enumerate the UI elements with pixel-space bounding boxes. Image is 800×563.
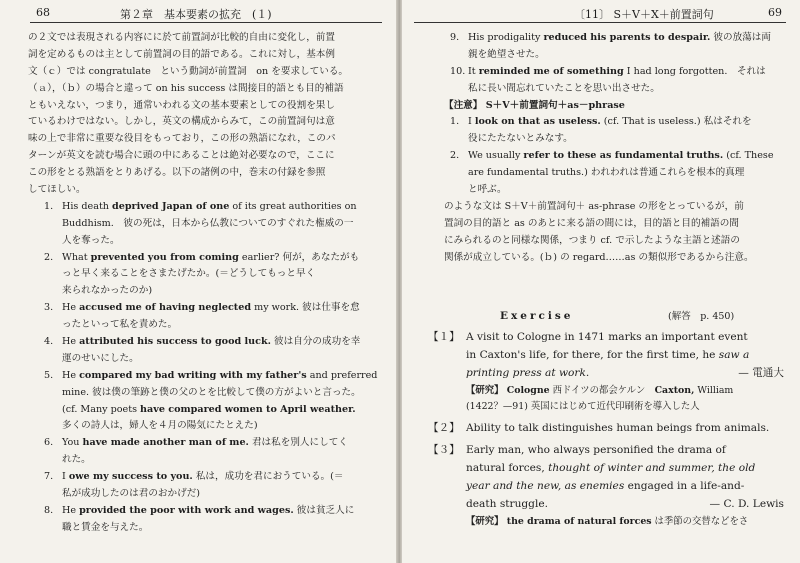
example-line: mine. 彼は僕の筆跡と僕の父のとを比較して僕の方がよいと言った。 — [62, 386, 361, 398]
example-item — [28, 503, 388, 537]
header-rule — [414, 22, 786, 23]
study-note-line: (1422？—91) 英国にはじめて近代印刷術を導入した人 — [466, 400, 700, 412]
example-number: 7. — [44, 471, 54, 483]
problem-line: Ability to talk distinguishes human beings from animals. — [466, 421, 770, 434]
exercise-problem — [428, 419, 790, 437]
example-line: 職と賃金を与えた。 — [62, 521, 149, 533]
example-item — [444, 114, 789, 148]
header-rule — [30, 22, 382, 23]
running-head: 〔11〕 S＋V＋X＋前置詞句 — [574, 8, 714, 21]
paragraph-line: （ａ），（ｂ）の場合と違って on his success は間接目的語とも目的補語 — [28, 82, 344, 94]
running-head: 第２章 基本要素の拡充 (１) — [120, 8, 272, 21]
page-number: 69 — [768, 6, 782, 19]
paragraph-line: この形をとる熟語をとりあげる。以下の諸例の中，巻末の付録を参照 — [28, 167, 326, 179]
example-number: 9. — [450, 32, 460, 43]
paragraph-line: 詞を定めるものは主として前置詞の目的語である。これに対し，基本例 — [28, 48, 335, 60]
example-number: 6. — [44, 437, 54, 449]
paragraph-line: ともいえない，つまり，通常いわれる文の基本要素としての役割を果し — [28, 99, 335, 111]
problem-source: — 電通大 — [738, 367, 784, 380]
example-item — [28, 199, 388, 250]
example-item — [28, 469, 388, 503]
example-line: He provided the poor with work and wages. 彼は貧乏人に — [62, 504, 355, 516]
example-line: 私に長い間忘れていたことを思い出させた。 — [468, 82, 660, 94]
example-item — [28, 250, 388, 301]
study-note-line: 【研究】 Cologne 西ドイツの都会ケルン Caxton, William — [466, 384, 734, 396]
example-line: っと早く来ることをさまたげたか。(＝どうしてもっと早く — [62, 268, 316, 280]
example-item — [28, 435, 388, 469]
example-item — [444, 148, 789, 199]
problem-line: printing press at work. — 電通大 — [466, 364, 790, 382]
example-item — [28, 300, 388, 334]
problem-list — [428, 328, 790, 530]
example-number: 1. — [44, 200, 54, 212]
problem-number: 【３】 — [428, 443, 460, 456]
example-line: We usually refer to these as fundamental truths. (cf. These — [468, 150, 774, 162]
right-page — [402, 0, 800, 563]
example-number: 2. — [450, 150, 460, 162]
left-page — [0, 0, 398, 563]
example-number: 8. — [44, 504, 54, 516]
paragraph-line: のような文は S＋V＋前置詞句＋ as-phrase の形をとっているが，前 — [444, 200, 744, 212]
example-line: You have made another man of me. 君は私を別人にしてく — [62, 437, 348, 449]
note-paragraph — [444, 199, 789, 267]
problem-source: — C. D. Lewis — [709, 498, 784, 511]
example-item — [444, 64, 789, 98]
exercise-problem — [428, 441, 790, 530]
answer-reference: (解答 p. 450) — [668, 311, 735, 322]
example-list — [28, 199, 388, 537]
example-number: 10. — [450, 65, 466, 77]
problem-number: 【２】 — [428, 421, 460, 434]
example-line: His prodigality reduced his parents to despair. 彼の放蕩は両 — [468, 32, 771, 43]
note-example-list — [444, 114, 789, 198]
exercise-title: Exercise — [500, 310, 574, 322]
note-heading: 【注意】 S＋V＋前置詞句＋as－phrase — [444, 99, 625, 111]
problem-line: natural forces, thought of winter and summer, the old — [466, 461, 756, 474]
example-line: 役にたたないとみなす。 — [468, 133, 573, 145]
example-line: It reminded me of something I had long forgotten. それは — [468, 65, 766, 77]
example-number: 5. — [44, 369, 54, 381]
example-line: 来られなかったのか) — [62, 285, 153, 297]
example-line: 運のせいにした。 — [62, 352, 139, 364]
example-line: と呼ぶ。 — [468, 184, 507, 196]
exercise-heading — [428, 308, 790, 328]
paragraph-line: ターンが英文を読む場合に頭の中にあることは絶対必要なので，ここに — [28, 150, 335, 162]
paragraph-line: 関係が成立している。(ｂ) の regard……as の類似形であるから注意。 — [444, 251, 754, 263]
intro-paragraph — [28, 30, 388, 199]
problem-line: year and the new, as enemies engaged in a life-and- — [466, 480, 745, 493]
example-item — [444, 30, 789, 64]
example-line: I owe my success to you. 私は，成功を君におうている。(＝ — [62, 471, 344, 483]
example-number: 2. — [44, 251, 54, 263]
example-line: His death deprived Japan of one of its great authorities on — [62, 200, 357, 212]
exercise-section — [428, 308, 790, 534]
paragraph-line: の２文では表現される内容にに於て前置詞が比較的自由に変化し，前置 — [28, 32, 335, 43]
example-item — [28, 368, 388, 436]
example-item — [28, 334, 388, 368]
example-line: れた。 — [62, 454, 91, 466]
page-number: 68 — [36, 6, 50, 19]
example-line: (cf. Many poets have compared women to April weather. — [62, 403, 356, 415]
problem-line: death struggle. — C. D. Lewis — [466, 495, 790, 513]
example-line: 親を絶望させた。 — [468, 48, 545, 60]
example-line: 多くの詩人は，婦人を４月の陽気にたとえた) — [62, 420, 258, 432]
problem-number: 【１】 — [428, 331, 460, 343]
example-line: are fundamental truths.) われわれは普通これらを根本的真理 — [468, 167, 745, 179]
paragraph-line: ているわけではない。しかし，英文の構成からみて，この前置詞句は意 — [28, 116, 335, 128]
problem-line: Early man, who always personified the drama of — [466, 443, 726, 456]
problem-line: A visit to Cologne in 1471 marks an important event — [466, 331, 748, 343]
example-line: I look on that as useless. (cf. That is useless.) 私はそれを — [468, 116, 752, 128]
example-line: He compared my bad writing with my father's and preferred — [62, 369, 378, 381]
study-note-line: 【研究】 the drama of natural forces は季節の交替などをさ — [466, 515, 749, 527]
example-line: 人を奪った。 — [62, 234, 120, 246]
right-body — [444, 30, 789, 266]
example-line: Buddhism. 彼の死は，日本から仏教についてのすぐれた権威の一 — [62, 217, 354, 229]
paragraph-line: 文（ｃ）では congratulate という動詞が前置詞 on を要求している。 — [28, 65, 349, 77]
example-number: 3. — [44, 302, 54, 314]
example-line: What prevented you from coming earlier? 何が，あなたがも — [62, 251, 360, 263]
example-line: He accused me of having neglected my work. 彼は仕事を怠 — [62, 302, 360, 314]
problem-line: in Caxton's life, for there, for the first time, he saw a — [466, 349, 750, 362]
paragraph-line: してほしい。 — [28, 184, 86, 196]
example-number: 4. — [44, 336, 54, 348]
paragraph-line: 味の上で非常に重要な役目をもっており，この形の熟語になれ，このパ — [28, 133, 336, 145]
example-line: ったといって私を責めた。 — [62, 319, 178, 331]
exercise-problem — [428, 328, 790, 415]
example-line: 私が成功したのは君のおかげだ) — [62, 488, 201, 500]
example-line: He attributed his success to good luck. 彼は自分の成功を幸 — [62, 336, 361, 348]
paragraph-line: 置詞の目的語と as のあとに来る語の間には，目的語と目的補語の間 — [444, 217, 739, 229]
example-list — [444, 30, 789, 98]
paragraph-line: にみられるのと同様な関係，つまり cf. で示したような主語と述語の — [444, 234, 740, 246]
left-body — [28, 30, 388, 537]
example-number: 1. — [450, 116, 460, 128]
